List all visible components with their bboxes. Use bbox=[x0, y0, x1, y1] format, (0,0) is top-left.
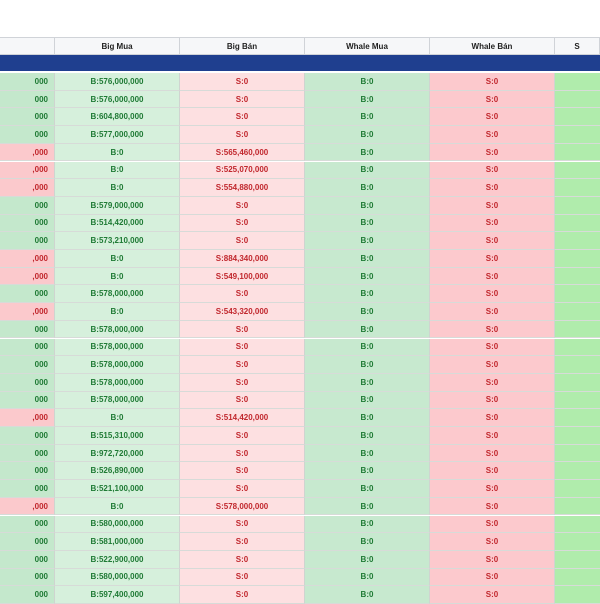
cell-whale-mua: B:0 bbox=[305, 73, 430, 91]
cell-whale-mua: B:0 bbox=[305, 427, 430, 445]
cell-whale-mua: B:0 bbox=[305, 91, 430, 109]
cell-whale-mua: B:0 bbox=[305, 162, 430, 180]
cell-s-column bbox=[555, 533, 600, 551]
cell-whale-mua: B:0 bbox=[305, 197, 430, 215]
cell-whale-ban: S:0 bbox=[430, 162, 555, 180]
cell-big-ban: S:0 bbox=[180, 285, 305, 303]
cell-side-column: 000 bbox=[0, 427, 55, 445]
cell-big-ban: S:543,320,000 bbox=[180, 303, 305, 321]
cell-side-column: 000 bbox=[0, 533, 55, 551]
cell-s-column bbox=[555, 126, 600, 144]
cell-side-column: 000 bbox=[0, 445, 55, 463]
cell-whale-ban: S:0 bbox=[430, 215, 555, 233]
cell-whale-ban: S:0 bbox=[430, 303, 555, 321]
cell-whale-ban: S:0 bbox=[430, 232, 555, 250]
cell-whale-ban: S:0 bbox=[430, 321, 555, 339]
cell-big-ban: S:0 bbox=[180, 586, 305, 604]
cell-big-ban: S:0 bbox=[180, 533, 305, 551]
cell-s-column bbox=[555, 374, 600, 392]
cell-s-column bbox=[555, 197, 600, 215]
cell-big-mua: B:514,420,000 bbox=[55, 215, 180, 233]
cell-big-mua: B:576,000,000 bbox=[55, 91, 180, 109]
cell-s-column bbox=[555, 516, 600, 534]
cell-side-column: 000 bbox=[0, 285, 55, 303]
cell-s-column bbox=[555, 551, 600, 569]
cell-big-ban: S:0 bbox=[180, 551, 305, 569]
cell-big-ban: S:0 bbox=[180, 91, 305, 109]
cell-s-column bbox=[555, 586, 600, 604]
cell-big-ban: S:0 bbox=[180, 516, 305, 534]
cell-whale-mua: B:0 bbox=[305, 498, 430, 516]
cell-whale-ban: S:0 bbox=[430, 374, 555, 392]
cell-big-ban: S:0 bbox=[180, 73, 305, 91]
cell-side-column: ,000 bbox=[0, 498, 55, 516]
cell-big-mua: B:0 bbox=[55, 179, 180, 197]
cell-whale-mua: B:0 bbox=[305, 232, 430, 250]
cell-big-mua: B:515,310,000 bbox=[55, 427, 180, 445]
cell-big-mua: B:578,000,000 bbox=[55, 321, 180, 339]
cell-big-mua: B:0 bbox=[55, 250, 180, 268]
cell-big-mua: B:0 bbox=[55, 409, 180, 427]
cell-side-column: 000 bbox=[0, 215, 55, 233]
cell-whale-ban: S:0 bbox=[430, 462, 555, 480]
cell-big-ban: S:0 bbox=[180, 374, 305, 392]
cell-big-ban: S:525,070,000 bbox=[180, 162, 305, 180]
cell-side-column: 000 bbox=[0, 126, 55, 144]
cell-side-column: 000 bbox=[0, 462, 55, 480]
cell-big-mua: B:0 bbox=[55, 498, 180, 516]
cell-big-mua: B:522,900,000 bbox=[55, 551, 180, 569]
cell-whale-mua: B:0 bbox=[305, 569, 430, 587]
cell-whale-mua: B:0 bbox=[305, 250, 430, 268]
cell-s-column bbox=[555, 445, 600, 463]
cell-whale-ban: S:0 bbox=[430, 126, 555, 144]
cell-side-column: 000 bbox=[0, 91, 55, 109]
cell-s-column bbox=[555, 144, 600, 162]
cell-s-column bbox=[555, 268, 600, 286]
cell-whale-ban: S:0 bbox=[430, 250, 555, 268]
cell-big-mua: B:580,000,000 bbox=[55, 569, 180, 587]
cell-whale-mua: B:0 bbox=[305, 144, 430, 162]
cell-whale-ban: S:0 bbox=[430, 179, 555, 197]
cell-s-column bbox=[555, 339, 600, 357]
cell-big-mua: B:0 bbox=[55, 162, 180, 180]
cell-big-mua: B:578,000,000 bbox=[55, 285, 180, 303]
cell-whale-ban: S:0 bbox=[430, 285, 555, 303]
cell-big-mua: B:577,000,000 bbox=[55, 126, 180, 144]
cell-s-column bbox=[555, 498, 600, 516]
header-whale-mua[interactable]: Whale Mua bbox=[305, 37, 430, 55]
cell-big-ban: S:0 bbox=[180, 445, 305, 463]
cell-big-mua: B:578,000,000 bbox=[55, 356, 180, 374]
header-s-column[interactable]: S bbox=[555, 37, 600, 55]
cell-s-column bbox=[555, 569, 600, 587]
cell-big-mua: B:578,000,000 bbox=[55, 339, 180, 357]
cell-big-ban: S:0 bbox=[180, 215, 305, 233]
cell-whale-ban: S:0 bbox=[430, 480, 555, 498]
cell-whale-ban: S:0 bbox=[430, 91, 555, 109]
cell-big-mua: B:526,890,000 bbox=[55, 462, 180, 480]
cell-whale-ban: S:0 bbox=[430, 409, 555, 427]
cell-s-column bbox=[555, 427, 600, 445]
cell-whale-ban: S:0 bbox=[430, 268, 555, 286]
cell-s-column bbox=[555, 392, 600, 410]
cell-whale-ban: S:0 bbox=[430, 516, 555, 534]
cell-whale-ban: S:0 bbox=[430, 427, 555, 445]
cell-side-column: 000 bbox=[0, 356, 55, 374]
cell-whale-mua: B:0 bbox=[305, 551, 430, 569]
cell-side-column: 000 bbox=[0, 339, 55, 357]
cell-s-column bbox=[555, 215, 600, 233]
cell-side-column: 000 bbox=[0, 73, 55, 91]
cell-whale-mua: B:0 bbox=[305, 215, 430, 233]
cell-whale-mua: B:0 bbox=[305, 480, 430, 498]
cell-whale-ban: S:0 bbox=[430, 339, 555, 357]
cell-whale-ban: S:0 bbox=[430, 392, 555, 410]
cell-big-mua: B:576,000,000 bbox=[55, 73, 180, 91]
cell-whale-ban: S:0 bbox=[430, 498, 555, 516]
cell-whale-mua: B:0 bbox=[305, 285, 430, 303]
cell-whale-mua: B:0 bbox=[305, 586, 430, 604]
header-separator-bar bbox=[0, 55, 600, 71]
cell-whale-mua: B:0 bbox=[305, 126, 430, 144]
header-big-ban[interactable]: Big Bán bbox=[180, 37, 305, 55]
cell-side-column: 000 bbox=[0, 586, 55, 604]
cell-whale-ban: S:0 bbox=[430, 533, 555, 551]
header-whale-ban[interactable]: Whale Bán bbox=[430, 37, 555, 55]
header-side-column[interactable] bbox=[0, 37, 55, 55]
cell-s-column bbox=[555, 321, 600, 339]
cell-whale-mua: B:0 bbox=[305, 533, 430, 551]
cell-whale-mua: B:0 bbox=[305, 108, 430, 126]
cell-whale-mua: B:0 bbox=[305, 356, 430, 374]
cell-side-column: ,000 bbox=[0, 250, 55, 268]
cell-whale-mua: B:0 bbox=[305, 462, 430, 480]
cell-whale-mua: B:0 bbox=[305, 179, 430, 197]
cell-s-column bbox=[555, 462, 600, 480]
cell-s-column bbox=[555, 250, 600, 268]
cell-side-column: 000 bbox=[0, 551, 55, 569]
cell-big-ban: S:0 bbox=[180, 462, 305, 480]
cell-whale-ban: S:0 bbox=[430, 586, 555, 604]
cell-whale-mua: B:0 bbox=[305, 392, 430, 410]
cell-side-column: 000 bbox=[0, 480, 55, 498]
cell-big-ban: S:565,460,000 bbox=[180, 144, 305, 162]
cell-s-column bbox=[555, 303, 600, 321]
cell-big-ban: S:514,420,000 bbox=[180, 409, 305, 427]
cell-side-column: ,000 bbox=[0, 268, 55, 286]
cell-side-column: 000 bbox=[0, 108, 55, 126]
cell-side-column: 000 bbox=[0, 321, 55, 339]
cell-whale-ban: S:0 bbox=[430, 551, 555, 569]
cell-whale-mua: B:0 bbox=[305, 374, 430, 392]
cell-s-column bbox=[555, 409, 600, 427]
cell-big-mua: B:604,800,000 bbox=[55, 108, 180, 126]
cell-side-column: 000 bbox=[0, 374, 55, 392]
cell-big-ban: S:0 bbox=[180, 197, 305, 215]
cell-whale-ban: S:0 bbox=[430, 356, 555, 374]
cell-whale-ban: S:0 bbox=[430, 445, 555, 463]
cell-side-column: 000 bbox=[0, 516, 55, 534]
header-big-mua[interactable]: Big Mua bbox=[55, 37, 180, 55]
cell-whale-ban: S:0 bbox=[430, 73, 555, 91]
cell-side-column: ,000 bbox=[0, 303, 55, 321]
cell-big-mua: B:0 bbox=[55, 303, 180, 321]
cell-s-column bbox=[555, 162, 600, 180]
cell-big-ban: S:0 bbox=[180, 356, 305, 374]
cell-whale-mua: B:0 bbox=[305, 339, 430, 357]
cell-whale-mua: B:0 bbox=[305, 516, 430, 534]
cell-s-column bbox=[555, 285, 600, 303]
cell-big-ban: S:0 bbox=[180, 427, 305, 445]
cell-side-column: 000 bbox=[0, 232, 55, 250]
cell-big-mua: B:578,000,000 bbox=[55, 374, 180, 392]
cell-big-mua: B:573,210,000 bbox=[55, 232, 180, 250]
cell-big-mua: B:521,100,000 bbox=[55, 480, 180, 498]
cell-s-column bbox=[555, 232, 600, 250]
cell-big-mua: B:597,400,000 bbox=[55, 586, 180, 604]
cell-big-mua: B:580,000,000 bbox=[55, 516, 180, 534]
cell-side-column: 000 bbox=[0, 392, 55, 410]
cell-whale-ban: S:0 bbox=[430, 197, 555, 215]
cell-side-column: ,000 bbox=[0, 179, 55, 197]
cell-whale-mua: B:0 bbox=[305, 303, 430, 321]
cell-big-mua: B:0 bbox=[55, 268, 180, 286]
cell-whale-mua: B:0 bbox=[305, 321, 430, 339]
cell-big-ban: S:578,000,000 bbox=[180, 498, 305, 516]
cell-s-column bbox=[555, 179, 600, 197]
cell-big-mua: B:972,720,000 bbox=[55, 445, 180, 463]
cell-side-column: ,000 bbox=[0, 409, 55, 427]
cell-s-column bbox=[555, 480, 600, 498]
cell-big-ban: S:0 bbox=[180, 392, 305, 410]
cell-big-ban: S:554,880,000 bbox=[180, 179, 305, 197]
cell-big-mua: B:578,000,000 bbox=[55, 392, 180, 410]
cell-side-column: ,000 bbox=[0, 144, 55, 162]
cell-big-mua: B:0 bbox=[55, 144, 180, 162]
cell-big-mua: B:579,000,000 bbox=[55, 197, 180, 215]
cell-whale-ban: S:0 bbox=[430, 144, 555, 162]
cell-side-column: ,000 bbox=[0, 162, 55, 180]
cell-whale-mua: B:0 bbox=[305, 445, 430, 463]
cell-side-column: 000 bbox=[0, 197, 55, 215]
cell-big-mua: B:581,000,000 bbox=[55, 533, 180, 551]
cell-s-column bbox=[555, 91, 600, 109]
cell-big-ban: S:0 bbox=[180, 480, 305, 498]
cell-big-ban: S:884,340,000 bbox=[180, 250, 305, 268]
cell-whale-mua: B:0 bbox=[305, 268, 430, 286]
cell-whale-ban: S:0 bbox=[430, 569, 555, 587]
cell-big-ban: S:0 bbox=[180, 126, 305, 144]
cell-s-column bbox=[555, 356, 600, 374]
cell-big-ban: S:0 bbox=[180, 108, 305, 126]
cell-whale-mua: B:0 bbox=[305, 409, 430, 427]
cell-s-column bbox=[555, 73, 600, 91]
cell-big-ban: S:0 bbox=[180, 339, 305, 357]
cell-s-column bbox=[555, 108, 600, 126]
cell-whale-ban: S:0 bbox=[430, 108, 555, 126]
cell-side-column: 000 bbox=[0, 569, 55, 587]
cell-big-ban: S:0 bbox=[180, 569, 305, 587]
cell-big-ban: S:0 bbox=[180, 321, 305, 339]
cell-big-ban: S:0 bbox=[180, 232, 305, 250]
cell-big-ban: S:549,100,000 bbox=[180, 268, 305, 286]
